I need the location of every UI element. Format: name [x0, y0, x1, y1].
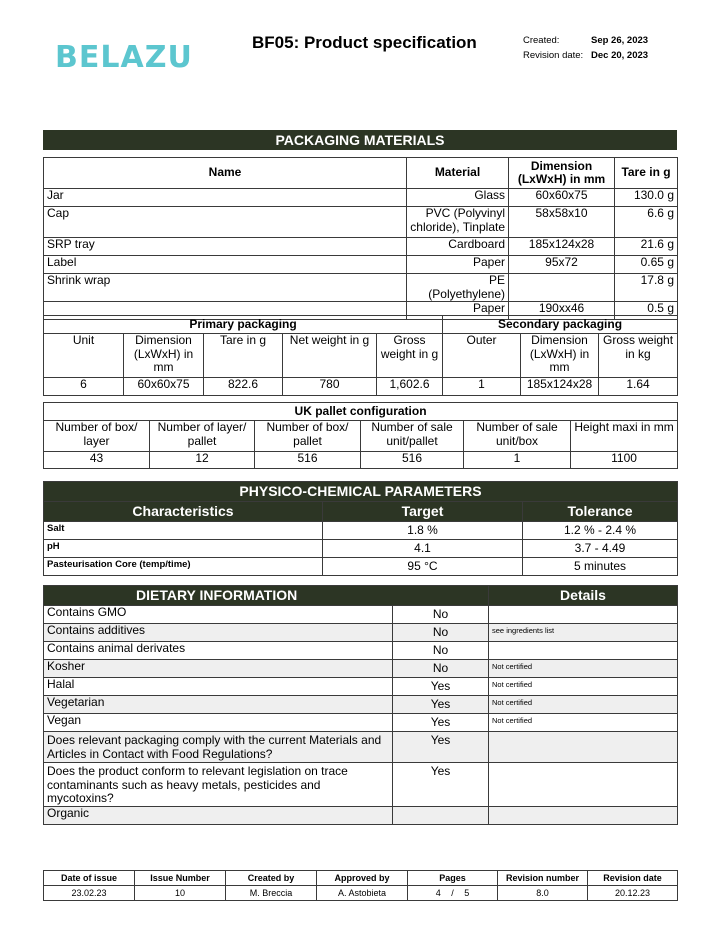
- table-row: [44, 660, 678, 678]
- primary-secondary-packaging-table: [43, 315, 678, 396]
- cell-target: 1.8 %: [323, 522, 523, 540]
- footer-header-issue-number: Issue Number: [135, 871, 226, 886]
- cell-answer: No: [393, 660, 489, 678]
- header-material: Material: [407, 158, 509, 189]
- cell-gross-weight-kg: 1.64: [599, 378, 678, 396]
- header-sale-unit-per-pallet: Number of sale unit/pallet: [361, 421, 464, 452]
- cell-box-per-layer: 43: [44, 452, 150, 469]
- table-row: [44, 558, 678, 576]
- cell-dimension: 58x58x10: [509, 207, 615, 238]
- cell-name: Jar: [44, 189, 407, 207]
- cell-answer: No: [393, 624, 489, 642]
- footer-pages: 4 / 5: [408, 886, 498, 901]
- packaging-materials-title: PACKAGING MATERIALS: [43, 130, 677, 150]
- header-name: Name: [44, 158, 407, 189]
- cell-tare: 6.6 g: [615, 207, 678, 238]
- cell-characteristic: pH: [44, 540, 323, 558]
- header-tolerance: Tolerance: [523, 502, 678, 522]
- cell-tare: 21.6 g: [615, 238, 678, 256]
- cell-details: Not certified: [489, 714, 678, 732]
- packaging-materials-table: [43, 157, 678, 320]
- cell-characteristic: Pasteurisation Core (temp/time): [44, 558, 323, 576]
- cell-question: Contains GMO: [44, 606, 393, 624]
- cell-tare: 130.0 g: [615, 189, 678, 207]
- cell-tare: 822.6: [204, 378, 283, 396]
- cell-question: Organic: [44, 806, 393, 824]
- table-header-row: [44, 334, 678, 378]
- cell-characteristic: Salt: [44, 522, 323, 540]
- table-row: [44, 452, 678, 469]
- cell-details: [489, 642, 678, 660]
- physico-chemical-title: PHYSICO-CHEMICAL PARAMETERS: [44, 482, 678, 502]
- table-header-row: [44, 158, 678, 189]
- cell-details: Not certified: [489, 696, 678, 714]
- table-header-row: [44, 421, 678, 452]
- table-row: [44, 678, 678, 696]
- revision-date-label: Revision date:: [523, 50, 584, 61]
- cell-net-weight: 780: [283, 378, 377, 396]
- cell-details: Not certified: [489, 660, 678, 678]
- cell-name: Shrink wrap: [44, 274, 407, 302]
- cell-question: Vegetarian: [44, 696, 393, 714]
- cell-tare: 0.65 g: [615, 256, 678, 274]
- table-row: [44, 732, 678, 763]
- cell-question: Contains additives: [44, 624, 393, 642]
- header-gross-weight: Gross weight in g: [377, 334, 443, 378]
- table-row: [44, 763, 678, 807]
- footer-header-created-by: Created by: [226, 871, 317, 886]
- header-primary-dimension: Dimension (LxWxH) in mm: [124, 334, 204, 378]
- cell-dimension: 190xx46: [509, 302, 615, 320]
- table-row: [44, 624, 678, 642]
- cell-answer: Yes: [393, 714, 489, 732]
- footer-date-of-issue: 23.02.23: [44, 886, 135, 901]
- cell-unit: 6: [44, 378, 124, 396]
- table-row: [44, 274, 678, 302]
- created-label: Created:: [523, 35, 560, 46]
- cell-answer: No: [393, 606, 489, 624]
- header-box-per-pallet: Number of box/ pallet: [255, 421, 361, 452]
- footer-created-by: M. Breccia: [226, 886, 317, 901]
- cell-question: Does the product conform to relevant legislation on trace contaminants such as heavy metals, pesticides and mycotoxins?: [44, 763, 393, 807]
- cell-material: PVC (Polyvinyl chloride), Tinplate: [407, 207, 509, 238]
- table-header-row: [44, 871, 678, 886]
- table-row: [44, 540, 678, 558]
- cell-name: Label: [44, 256, 407, 274]
- document-footer-table: [43, 870, 678, 901]
- cell-target: 95 °C: [323, 558, 523, 576]
- header-tare: Tare in g: [204, 334, 283, 378]
- document-title: BF05: Product specification: [252, 33, 477, 52]
- table-row: [44, 378, 678, 396]
- cell-dimension: 60x60x75: [509, 189, 615, 207]
- footer-header-approved-by: Approved by: [317, 871, 408, 886]
- cell-tolerance: 5 minutes: [523, 558, 678, 576]
- table-row: [44, 207, 678, 238]
- physico-chemical-table: [43, 481, 678, 576]
- header-height-max: Height maxi in mm: [571, 421, 678, 452]
- cell-layer-per-pallet: 12: [150, 452, 255, 469]
- cell-material: Paper: [407, 302, 509, 320]
- header-gross-weight-kg: Gross weight in kg: [599, 334, 678, 378]
- cell-details: [489, 606, 678, 624]
- cell-name: SRP tray: [44, 238, 407, 256]
- company-logo: BELAZU: [55, 40, 193, 75]
- revision-date-value: Dec 20, 2023: [591, 50, 649, 61]
- header-net-weight: Net weight in g: [283, 334, 377, 378]
- cell-details: [489, 806, 678, 824]
- cell-question: Kosher: [44, 660, 393, 678]
- cell-question: Halal: [44, 678, 393, 696]
- cell-material: PE (Polyethylene): [407, 274, 509, 302]
- table-row: [44, 886, 678, 901]
- cell-details: [489, 763, 678, 807]
- secondary-packaging-title: Secondary packaging: [443, 316, 678, 334]
- cell-gross-weight: 1,602.6: [377, 378, 443, 396]
- table-row: [44, 714, 678, 732]
- header-secondary-dimension: Dimension (LxWxH) in mm: [521, 334, 599, 378]
- table-row: [44, 606, 678, 624]
- cell-dimension: [509, 274, 615, 302]
- table-row: [44, 696, 678, 714]
- cell-answer: Yes: [393, 763, 489, 807]
- table-row: [44, 189, 678, 207]
- footer-approved-by: A. Astobieta: [317, 886, 408, 901]
- dietary-information-table: [43, 585, 678, 825]
- cell-tare: 0.5 g: [615, 302, 678, 320]
- dietary-details-title: Details: [489, 586, 678, 606]
- footer-revision-date: 20.12.23: [588, 886, 678, 901]
- cell-tare: 17.8 g: [615, 274, 678, 302]
- table-header-row: [44, 502, 678, 522]
- cell-target: 4.1: [323, 540, 523, 558]
- footer-header-revision-date: Revision date: [588, 871, 678, 886]
- header-sale-unit-per-box: Number of sale unit/box: [464, 421, 571, 452]
- header-outer: Outer: [443, 334, 521, 378]
- header-tare: Tare in g: [615, 158, 678, 189]
- cell-sale-unit-per-pallet: 516: [361, 452, 464, 469]
- cell-box-per-pallet: 516: [255, 452, 361, 469]
- footer-header-pages: Pages: [408, 871, 498, 886]
- cell-tolerance: 3.7 - 4.49: [523, 540, 678, 558]
- cell-details: Not certified: [489, 678, 678, 696]
- footer-issue-number: 10: [135, 886, 226, 901]
- table-row: [44, 238, 678, 256]
- cell-height-max: 1100: [571, 452, 678, 469]
- cell-material: Glass: [407, 189, 509, 207]
- cell-details: see ingredients list: [489, 624, 678, 642]
- header-layer-per-pallet: Number of layer/ pallet: [150, 421, 255, 452]
- primary-packaging-title: Primary packaging: [44, 316, 443, 334]
- header-characteristics: Characteristics: [44, 502, 323, 522]
- cell-answer: Yes: [393, 678, 489, 696]
- header-box-per-layer: Number of box/ layer: [44, 421, 150, 452]
- footer-header-date-of-issue: Date of issue: [44, 871, 135, 886]
- document-meta: [523, 33, 648, 63]
- created-value: Sep 26, 2023: [591, 35, 649, 46]
- dietary-information-title: DIETARY INFORMATION: [44, 586, 489, 606]
- header-dimension: Dimension (LxWxH) in mm: [509, 158, 615, 189]
- cell-answer: No: [393, 642, 489, 660]
- uk-pallet-configuration-table: [43, 402, 678, 469]
- cell-sale-unit-per-box: 1: [464, 452, 571, 469]
- cell-answer: Yes: [393, 732, 489, 763]
- table-row: [44, 806, 678, 824]
- table-row: [44, 522, 678, 540]
- cell-tolerance: 1.2 % - 2.4 %: [523, 522, 678, 540]
- cell-answer: Yes: [393, 696, 489, 714]
- cell-primary-dimension: 60x60x75: [124, 378, 204, 396]
- cell-question: Does relevant packaging comply with the current Materials and Articles in Contact with Food Regulations?: [44, 732, 393, 763]
- header-target: Target: [323, 502, 523, 522]
- cell-secondary-dimension: 185x124x28: [521, 378, 599, 396]
- cell-material: Paper: [407, 256, 509, 274]
- table-row: [44, 256, 678, 274]
- cell-answer: [393, 806, 489, 824]
- cell-question: Vegan: [44, 714, 393, 732]
- footer-header-revision-number: Revision number: [498, 871, 588, 886]
- header-unit: Unit: [44, 334, 124, 378]
- cell-details: [489, 732, 678, 763]
- footer-revision-number: 8.0: [498, 886, 588, 901]
- uk-pallet-title: UK pallet configuration: [44, 403, 678, 421]
- cell-dimension: 95x72: [509, 256, 615, 274]
- cell-question: Contains animal derivates: [44, 642, 393, 660]
- cell-dimension: 185x124x28: [509, 238, 615, 256]
- cell-outer: 1: [443, 378, 521, 396]
- cell-name: Cap: [44, 207, 407, 238]
- table-row: [44, 642, 678, 660]
- cell-material: Cardboard: [407, 238, 509, 256]
